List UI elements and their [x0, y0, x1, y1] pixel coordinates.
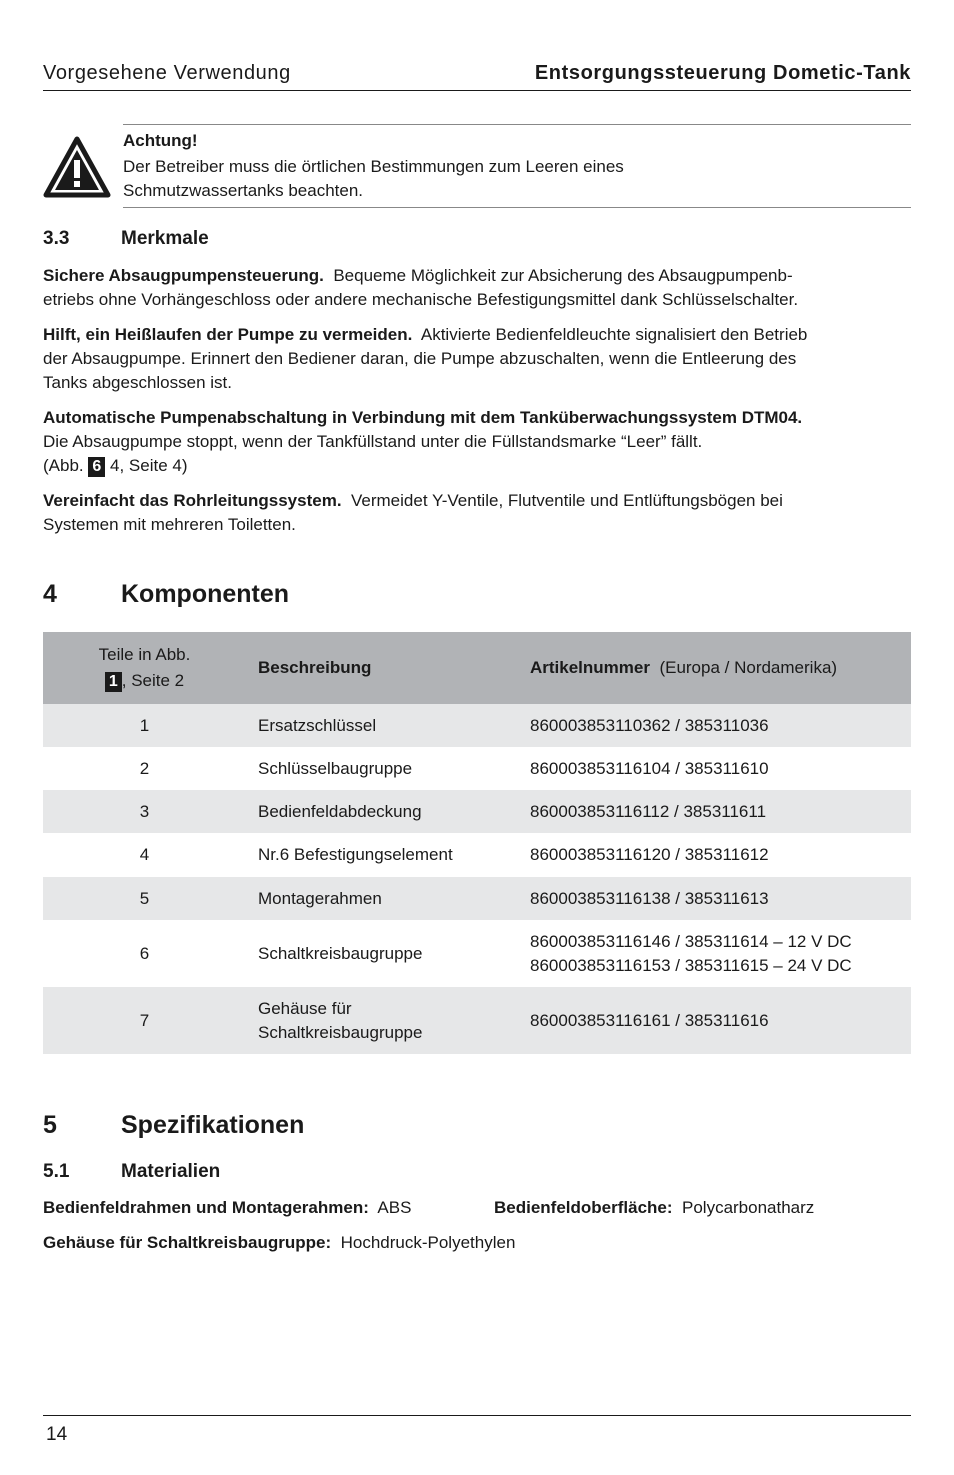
feature-text: Tanks abgeschlossen ist.: [43, 373, 232, 392]
table-header-row: [43, 632, 911, 704]
warning-triangle-icon: [43, 136, 111, 198]
table-row: [43, 704, 911, 747]
article-number-line: 860003853116161 / 385311616: [530, 1010, 769, 1030]
cell-article-number: [518, 877, 911, 920]
description-line: Gehäuse für: [258, 998, 352, 1018]
cell-article-number: [518, 920, 911, 987]
section-3-3-heading: [43, 228, 209, 250]
feature-text: der Absaugpumpe. Erinnert den Bediener daran, die Pumpe abzuschalten, wenn die Entleerung des: [43, 349, 797, 368]
section-number: 3.3: [43, 228, 70, 249]
figure-reference: (Abb.: [43, 456, 84, 475]
header-text: (Europa / Nordamerika): [659, 658, 838, 677]
cell-description: [246, 920, 518, 987]
table-row: [43, 920, 911, 987]
table-row: [43, 747, 911, 790]
feature-paragraph: [43, 264, 911, 312]
header-text: Teile in Abb.: [98, 645, 191, 664]
section-number: 5: [43, 1111, 57, 1139]
feature-text: Systemen mit mehreren Toiletten.: [43, 515, 296, 534]
cell-article-number: [518, 790, 911, 833]
article-number-line: 860003853116112 / 385311611: [530, 801, 767, 821]
feature-paragraph: [43, 323, 911, 395]
cell-description: [246, 790, 518, 833]
description-line: Schaltkreisbaugruppe: [258, 943, 423, 963]
section-title: Merkmale: [121, 228, 209, 249]
material-label: Bedienfeldrahmen und Montagerahmen:: [43, 1198, 369, 1217]
figure-reference: 4, Seite 4): [110, 456, 188, 475]
feature-paragraph: [43, 489, 911, 537]
article-number-line: 860003853116138 / 385311613: [530, 888, 769, 908]
feature-text: Bequeme Möglichkeit zur Absicherung des Absaugpumpenb-: [333, 266, 793, 285]
description-line: Schlüsselbaugruppe: [258, 758, 413, 778]
article-number-line: 860003853116120 / 385311612: [530, 845, 769, 864]
article-number-line: 860003853110362 / 385311036: [530, 715, 769, 735]
feature-title: Hilft, ein Heißlaufen der Pumpe zu vermeiden.: [43, 325, 413, 344]
cell-description: [246, 987, 518, 1054]
table-row: [43, 877, 911, 920]
feature-title: Vereinfacht das Rohrleitungssystem.: [43, 491, 342, 510]
section-number: 5.1: [43, 1161, 70, 1182]
header-text: , Seite 2: [121, 671, 185, 690]
material-label: Bedienfeldoberfläche:: [494, 1198, 673, 1217]
cell-description: [246, 833, 518, 877]
warning-title: Achtung!: [123, 131, 198, 150]
warning-text: [123, 155, 823, 203]
warning-notice: [43, 124, 911, 208]
cell-part-number: 6: [139, 943, 150, 963]
feature-text: Vermeidet Y-Ventile, Flutventile und Entlüftungsbögen bei: [351, 491, 783, 510]
section-5-1-heading: [43, 1161, 220, 1183]
description-line: Schaltkreisbaugruppe: [258, 1022, 423, 1042]
cell-part-number: 7: [43, 987, 246, 1054]
cell-description: [246, 704, 518, 747]
section-title: Komponenten: [121, 580, 290, 608]
description-line: Ersatzschlüssel: [258, 715, 377, 735]
materials-line: [43, 1231, 911, 1255]
table-row: [43, 833, 911, 877]
header-text: Artikelnummer: [530, 658, 650, 677]
section-number: 4: [43, 580, 57, 608]
cell-article-number: [518, 833, 911, 877]
section-title: Materialien: [121, 1161, 221, 1182]
cell-part-number: 2: [139, 758, 150, 778]
cell-part-number: 5: [43, 877, 246, 920]
table-row: [43, 790, 911, 833]
description-line: Montagerahmen: [258, 888, 382, 908]
column-header-parts: [43, 632, 246, 704]
material-value: Hochdruck-Polyethylen: [340, 1233, 516, 1252]
cell-article-number: [518, 704, 911, 747]
table-row: [43, 987, 911, 1054]
warning-box: [123, 124, 911, 208]
feature-text: Die Absaugpumpe stoppt, wenn der Tankfüllstand unter die Füllstandsmarke “Leer” fällt.: [43, 432, 703, 451]
warning-line: Der Betreiber muss die örtlichen Bestimmungen zum Leeren eines: [123, 157, 624, 176]
figure-number-box: 6: [88, 457, 105, 477]
header-section-title: Vorgesehene Verwendung: [43, 62, 291, 84]
header-document-title: Entsorgungssteuerung Dometic-Tank: [534, 62, 911, 84]
feature-title: Automatische Pumpenabschaltung in Verbindung mit dem Tanküberwachungssystem DTM04.: [43, 408, 803, 427]
material-value: Polycarbonatharz: [682, 1198, 815, 1217]
page-number: 14: [46, 1424, 68, 1445]
components-table: [43, 632, 911, 1054]
column-header-article-number: [518, 632, 911, 704]
article-number-line: 860003853116146 / 385311614 – 12 V DC: [530, 931, 852, 951]
section-4-heading: [43, 580, 289, 609]
cell-article-number: [518, 987, 911, 1054]
material-label: Gehäuse für Schaltkreisbaugruppe:: [43, 1233, 332, 1252]
feature-text: Aktivierte Bedienfeldleuchte signalisiert den Betrieb: [420, 325, 808, 344]
column-header-description: Beschreibung: [246, 632, 518, 704]
cell-part-number: 1: [43, 704, 246, 747]
section-title: Spezifikationen: [121, 1111, 305, 1139]
cell-article-number: [518, 747, 911, 790]
cell-description: [246, 747, 518, 790]
page-footer: [43, 1415, 911, 1445]
article-number-line: 860003853116104 / 385311610: [530, 758, 769, 778]
materials-line: [494, 1196, 911, 1220]
figure-number-box: 1: [105, 672, 122, 692]
material-value: ABS: [377, 1198, 412, 1217]
article-number-line: 860003853116153 / 385311615 – 24 V DC: [530, 955, 852, 975]
feature-paragraph: [43, 406, 911, 478]
section-5-heading: [43, 1111, 304, 1140]
warning-line: Schmutzwassertanks beachten.: [123, 181, 364, 200]
feature-title: Sichere Absaugpumpensteuerung.: [43, 266, 324, 285]
page-header: [43, 60, 911, 91]
description-line: Bedienfeldabdeckung: [258, 801, 422, 821]
description-line: Nr.6 Befestigungselement: [258, 845, 453, 864]
cell-part-number: 4: [139, 845, 150, 864]
cell-description: [246, 877, 518, 920]
cell-part-number: 3: [43, 790, 246, 833]
feature-text: etriebs ohne Vorhängeschloss oder andere mechanische Befestigungsmittel dank Schlüsselschalter.: [43, 290, 799, 309]
